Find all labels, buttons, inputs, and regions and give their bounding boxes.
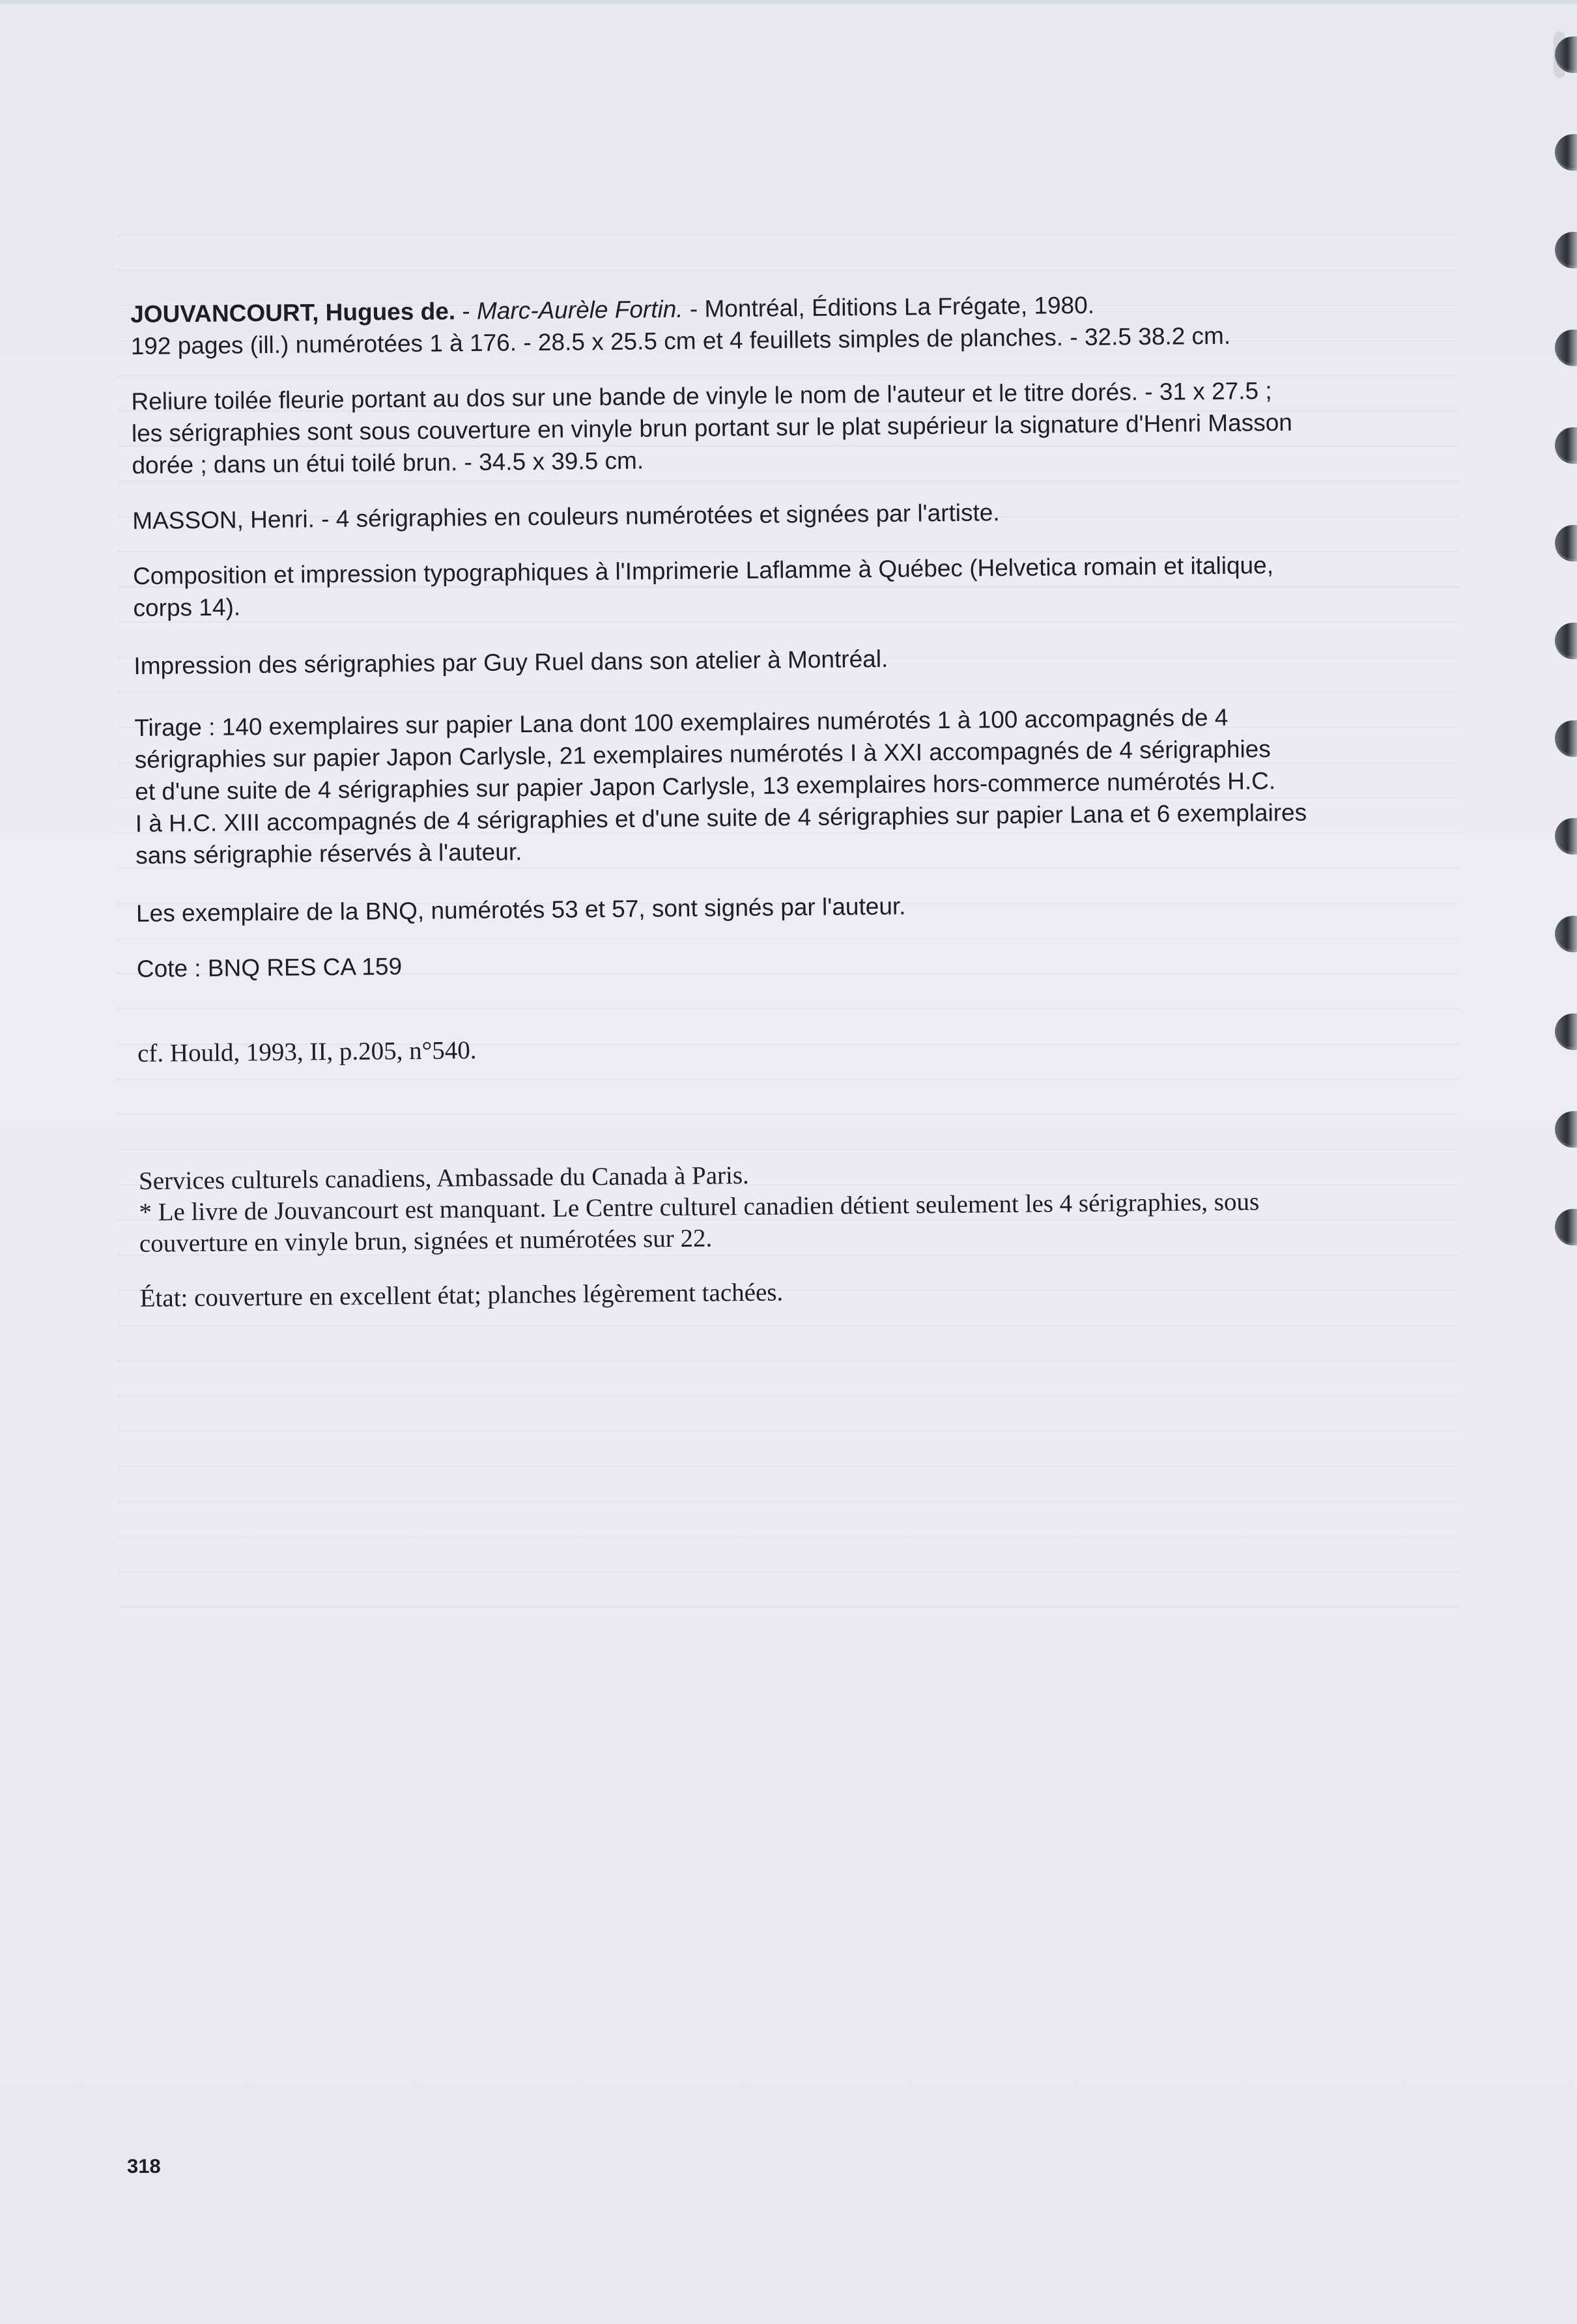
page-number: 318 [127, 2155, 161, 2177]
header-separator: - [455, 297, 477, 325]
condition-line: État: couverture en excellent état; planches légèrement tachées. [139, 1278, 784, 1312]
spiral-binding-ring [1555, 427, 1577, 464]
binding-description [131, 373, 1395, 481]
spiral-binding-ring [1555, 1111, 1577, 1148]
imprint: - Montréal, Éditions La Frégate, 1980. [683, 291, 1095, 322]
tirage-line: et d'une suite de 4 sérigraphies sur papier Japon Carlysle, 13 exemplaires hors-commerce numérotés H.C. [135, 767, 1276, 805]
services-line: couverture en vinyle brun, signées et numérotées sur 22. [139, 1224, 713, 1258]
spiral-binding-ring [1555, 1013, 1577, 1050]
spiral-binding-ring [1555, 623, 1577, 659]
binding-line: les sérigraphies sont sous couverture en vinyle brun portant sur le plat supérieur la signature d'Henri Masson [131, 408, 1293, 447]
binding-line: Reliure toilée fleurie portant au dos sur une bande de vinyle le nom de l'auteur et le titre dorés. - 31 x 27.5 ; [131, 377, 1272, 415]
binding-line: dorée ; dans un étui toilé brun. - 34.5 x 39.5 cm. [132, 447, 644, 479]
spiral-binding-ring [1555, 720, 1577, 757]
services-line: * Le livre de Jouvancourt est manquant. Le Centre culturel canadien détient seulement les 4 sérigraphies, sous [139, 1187, 1260, 1226]
composition-line: corps 14). [133, 593, 241, 621]
spiral-binding-ring [1555, 1209, 1577, 1245]
spiral-binding-ring [1555, 232, 1577, 268]
composition-line: Composition et impression typographiques à l'Imprimerie Laflamme à Québec (Helvetica romain et italique, [132, 552, 1274, 589]
book-title: Marc-Aurèle Fortin. [476, 295, 683, 324]
tirage-line: sérigraphies sur papier Japon Carlysle, 21 exemplaires numérotés I à XXI accompagnés de 4 sérigraphies [134, 735, 1271, 773]
bnq-copies-note: Les exemplaire de la BNQ, numérotés 53 et 57, sont signés par l'auteur. [135, 892, 906, 927]
services-line: Services culturels canadiens, Ambassade du Canada à Paris. [138, 1161, 749, 1195]
cote-line: Cote : BNQ RES CA 159 [136, 953, 403, 982]
page-top-edge [0, 0, 1577, 4]
tirage-line: Tirage : 140 exemplaires sur papier Lana dont 100 exemplaires numérotés 1 à 100 accompagnés de 4 [134, 703, 1229, 741]
spiral-binding-ring [1555, 525, 1577, 561]
author-name: JOUVANCOURT, Hugues de. [130, 298, 456, 328]
spiral-binding-ring [1555, 330, 1577, 366]
tirage-line: sans sérigraphie réservés à l'auteur. [135, 838, 522, 869]
spiral-binding-ring [1555, 134, 1577, 171]
tirage-note [134, 700, 1399, 872]
catalog-entry [130, 286, 1404, 1314]
printing-note: Impression des sérigraphies par Guy Ruel dans son atelier à Montréal. [134, 645, 888, 679]
spiral-binding-ring [1555, 818, 1577, 855]
spiral-binding-ring [1555, 916, 1577, 952]
collation-line: 192 pages (ill.) numérotées 1 à 176. - 28.5 x 25.5 cm et 4 feuillets simples de planches. - 32.5 38.2 cm. [130, 322, 1231, 360]
reference-line: cf. Hould, 1993, II, p.205, n°540. [137, 1036, 477, 1068]
artist-line: MASSON, Henri. - 4 sérigraphies en couleurs numérotées et signées par l'artiste. [132, 499, 1000, 534]
composition-note [133, 548, 1397, 624]
services-note [139, 1154, 1403, 1260]
tirage-line: I à H.C. XIII accompagnés de 4 sérigraphies et d'une suite de 4 sérigraphies sur papier Lana et 6 exemplaires [135, 799, 1307, 837]
